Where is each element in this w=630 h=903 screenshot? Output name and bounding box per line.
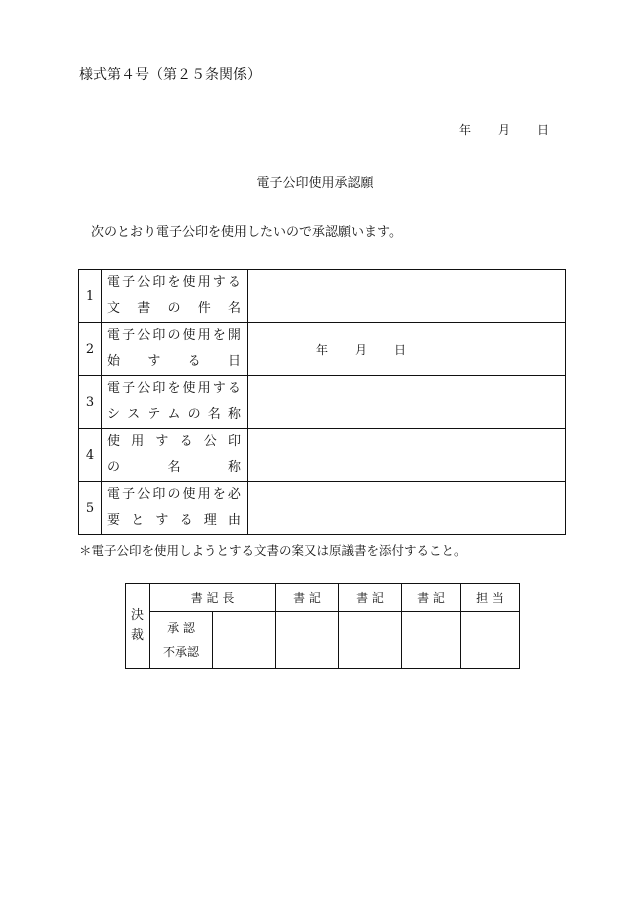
item-label-char: 子	[122, 275, 136, 290]
item-value-field[interactable]	[248, 270, 566, 323]
decision-label-char-1: 決	[130, 608, 144, 623]
start-date	[316, 341, 406, 358]
item-label-char: と	[131, 513, 145, 528]
item-label	[102, 376, 248, 429]
item-label-char: る	[179, 434, 193, 449]
item-label-char: 名	[167, 460, 181, 475]
item-label-char: 書	[137, 301, 151, 316]
item-label-char: 称	[227, 407, 241, 422]
item-label	[102, 323, 248, 376]
item-label-char: ム	[167, 407, 181, 422]
item-label-char: す	[212, 275, 226, 290]
document-title: 電子公印使用承認願	[256, 176, 374, 191]
submission-date	[459, 121, 549, 138]
item-label-line	[107, 482, 241, 508]
date-year-label: 年	[459, 123, 472, 137]
item-label-char: 印	[152, 381, 166, 396]
item-label-char: 要	[107, 513, 121, 528]
item-label-char: 使	[182, 487, 196, 502]
item-label-char: す	[212, 381, 226, 396]
item-label-char: 名	[227, 301, 241, 316]
item-label-char: を	[212, 487, 226, 502]
reject-option[interactable]: 不承認	[162, 645, 199, 659]
date-day-label: 日	[536, 123, 549, 137]
item-label-char: 使	[182, 328, 196, 343]
item-label-char: 電	[107, 328, 121, 343]
item-label-line	[107, 323, 241, 349]
item-label-char: シ	[107, 407, 121, 422]
item-row	[79, 429, 566, 482]
item-label-line	[107, 402, 241, 428]
seal-secretary-3[interactable]	[402, 612, 461, 669]
item-number: 2	[79, 323, 102, 376]
item-label-char: 印	[227, 434, 241, 449]
item-label-char: の	[167, 301, 181, 316]
item-label-char: 子	[122, 487, 136, 502]
item-number: 4	[79, 429, 102, 482]
item-label-char: 必	[227, 487, 241, 502]
item-label-char: す	[147, 354, 161, 369]
item-label-char: 公	[137, 275, 151, 290]
item-label-line	[107, 270, 241, 296]
item-label-char: 名	[207, 407, 221, 422]
start-date-year-label: 年	[316, 342, 329, 357]
item-label-char: 電	[107, 487, 121, 502]
col-secretary-1: 書 記	[276, 584, 339, 612]
item-label-char: る	[227, 381, 241, 396]
item-label-char: テ	[147, 407, 161, 422]
item-label-line	[107, 376, 241, 402]
seal-person-in-charge[interactable]	[461, 612, 520, 669]
item-value-field[interactable]	[248, 376, 566, 429]
item-label-char: を	[167, 275, 181, 290]
application-table	[78, 269, 566, 535]
item-label-char: 由	[227, 513, 241, 528]
item-label-line	[107, 349, 241, 375]
item-label-char: 電	[107, 275, 121, 290]
item-label-char: す	[155, 513, 169, 528]
item-label-char: の	[167, 487, 181, 502]
item-label-char: 用	[131, 434, 145, 449]
item-label-char: の	[167, 328, 181, 343]
item-row	[79, 376, 566, 429]
item-label-char: 文	[107, 301, 121, 316]
col-secretary-3: 書 記	[402, 584, 461, 612]
item-label-line	[107, 296, 241, 322]
item-label-char: 子	[122, 381, 136, 396]
decision-label-char-2: 裁	[130, 628, 144, 643]
item-label-line	[107, 429, 241, 455]
start-date-month-label: 月	[354, 342, 367, 357]
item-label-char: 用	[197, 487, 211, 502]
item-row	[79, 323, 566, 376]
item-label-char: 電	[107, 381, 121, 396]
form-number: 様式第４号（第２５条関係）	[79, 67, 261, 83]
item-label	[102, 482, 248, 535]
seal-secretary-2[interactable]	[339, 612, 402, 669]
approve-option[interactable]: 承 認	[167, 621, 195, 635]
item-label-char: 使	[107, 434, 121, 449]
col-secretary-general: 書 記 長	[150, 584, 276, 612]
seal-secretary-1[interactable]	[276, 612, 339, 669]
item-number: 5	[79, 482, 102, 535]
item-label-char: る	[187, 354, 201, 369]
item-label-char: 使	[182, 275, 196, 290]
decision-table	[125, 583, 520, 669]
item-label-char: を	[167, 381, 181, 396]
item-label-char: す	[155, 434, 169, 449]
item-label-char: 印	[152, 328, 166, 343]
item-label-char: る	[179, 513, 193, 528]
item-number: 1	[79, 270, 102, 323]
intro-text: 次のとおり電子公印を使用したいので承認願います。	[91, 225, 402, 240]
item-label-char: 印	[152, 487, 166, 502]
item-label-char: の	[187, 407, 201, 422]
date-month-label: 月	[497, 123, 510, 137]
item-row	[79, 482, 566, 535]
col-secretary-2: 書 記	[339, 584, 402, 612]
item-label-char: の	[107, 460, 121, 475]
item-label-char: 公	[203, 434, 217, 449]
attachment-note: ＊電子公印を使用しようとする文書の案又は原議書を添付すること。	[79, 543, 467, 558]
item-label-char: る	[227, 275, 241, 290]
item-label-char: 公	[137, 487, 151, 502]
item-label-char: 公	[137, 328, 151, 343]
start-date-day-label: 日	[393, 342, 406, 357]
item-value-field[interactable]	[248, 429, 566, 482]
item-label-char: 用	[197, 328, 211, 343]
item-label-char: 始	[107, 354, 121, 369]
item-label-char: 日	[227, 354, 241, 369]
item-number: 3	[79, 376, 102, 429]
item-label-char: 理	[203, 513, 217, 528]
approval-options	[150, 612, 213, 669]
item-label-char: 印	[152, 275, 166, 290]
col-person-in-charge: 担 当	[461, 584, 520, 612]
item-label-char: 用	[197, 381, 211, 396]
item-label-char: 用	[197, 275, 211, 290]
item-label-char: ス	[127, 407, 141, 422]
item-label	[102, 429, 248, 482]
seal-secretary-general[interactable]	[213, 612, 276, 669]
item-label	[102, 270, 248, 323]
item-label-char: を	[212, 328, 226, 343]
item-row	[79, 270, 566, 323]
item-label-line	[107, 455, 241, 481]
item-label-char: 公	[137, 381, 151, 396]
item-label-char: 称	[227, 460, 241, 475]
item-label-line	[107, 508, 241, 534]
item-value-field[interactable]	[248, 323, 566, 376]
item-label-char: 件	[197, 301, 211, 316]
item-value-field[interactable]	[248, 482, 566, 535]
decision-label	[126, 584, 150, 669]
item-label-char: 子	[122, 328, 136, 343]
item-label-char: 開	[227, 328, 241, 343]
item-label-char: 使	[182, 381, 196, 396]
